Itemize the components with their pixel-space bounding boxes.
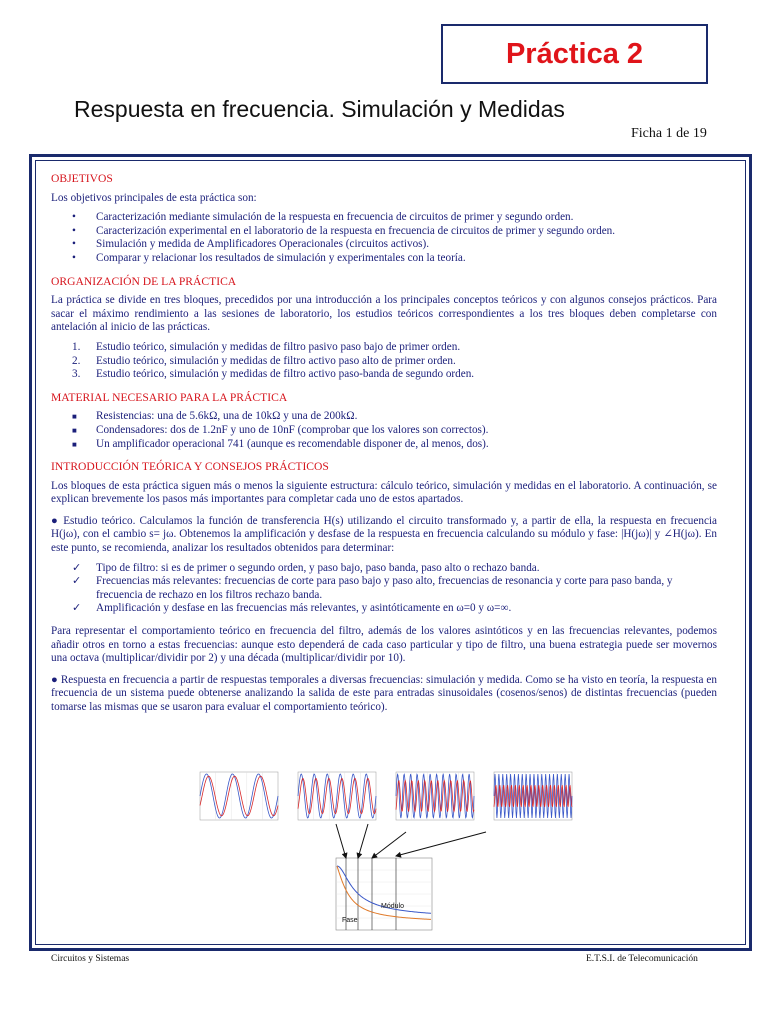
bode-plot <box>336 858 432 930</box>
intro-paragraph-4: ● Respuesta en frecuencia a partir de respuestas temporales a diversas frecuencias: simulación y medida. Como se ha visto en teoría, la respuesta en frecuencia de un sistema puede obtenerse analizando la salida de este para entradas sinusoidales (cosenos/senos) de distintas frecuencias (pueden tomarse las mismas que se usaron para evaluar el comportamiento teórico). <box>51 673 717 713</box>
frequency-response-figure <box>186 762 580 942</box>
connector-arrows <box>336 824 486 858</box>
list-item: • Comparar y relacionar los resultados de simulación y experimentales con la teoría. <box>72 251 466 264</box>
organizacion-list <box>51 341 717 382</box>
time-plot-3 <box>396 772 474 820</box>
document-body <box>51 172 717 723</box>
list-item: • Caracterización mediante simulación de la respuesta en frecuencia de circuitos de primer y segundo orden. <box>72 211 574 224</box>
time-plot-4 <box>494 772 572 820</box>
intro-paragraph-1: Los bloques de esta práctica siguen más o menos la siguiente estructura: cálculo teórico, simulación y medidas en el laboratorio. A continuación, se explican brevemente los pasos más importantes para completar cada uno de estos apartados. <box>51 479 717 506</box>
list-item: ■ Condensadores: dos de 1.2nF y uno de 10nF (comprobar que los valores son correctos). <box>72 423 489 436</box>
list-item: 1. Estudio teórico, simulación y medidas de filtro pasivo paso bajo de primer orden. <box>72 340 461 353</box>
sheet-counter: Ficha 1 de 19 <box>631 126 707 141</box>
section-heading-introduccion: INTRODUCCIÓN TEÓRICA Y CONSEJOS PRÁCTICOS <box>51 460 329 474</box>
check-icon: ✓ <box>72 575 82 588</box>
check-item: ✓ Amplificación y desfase en las frecuencias más relevantes, y asintóticamente en ω=0 y ω=∞. <box>72 602 512 615</box>
check-icon: ✓ <box>72 561 82 574</box>
list-item: • Caracterización experimental en el laboratorio de la respuesta en frecuencia de circuitos de primer y segundo orden. <box>72 224 616 237</box>
practice-number: Práctica 2 <box>505 37 644 70</box>
magnitude-label: Módulo <box>381 903 404 910</box>
intro-paragraph-3: Para representar el comportamiento teórico en frecuencia del filtro, además de los valores asintóticos y en las frecuencias relevantes, podemos añadir otros en torno a estas frecuencias: aunque esto dependerá de cada caso particular y tipo de filtro, una buena estrategia puede ser movernos una octava (multiplicar/dividir por 2) y una década (multiplicar/dividir por 10). <box>51 625 717 665</box>
checklist <box>51 562 717 616</box>
organizacion-text: La práctica se divide en tres bloques, precedidos por una introducción a los principales conceptos teóricos y con algunos consejos prácticos. Para sacar el máximo rendimiento a las sesiones de laboratorio, los estudios teóricos correspondientes a los tres bloques deben completarse con antelación al inicio de las prácticas. <box>51 294 717 334</box>
phase-label: Fase <box>342 917 358 924</box>
footer-course: Circuitos y Sistemas <box>51 954 130 964</box>
page-title: Respuesta en frecuencia. Simulación y Medidas <box>74 96 565 122</box>
list-item: 3. Estudio teórico, simulación y medidas de filtro activo paso-banda de segundo orden. <box>72 368 475 381</box>
list-item: ■ Resistencias: una de 5.6kΩ, una de 10kΩ y una de 200kΩ. <box>72 410 358 423</box>
list-item: • Simulación y medida de Amplificadores Operacionales (circuitos activos). <box>72 238 430 251</box>
section-heading-organizacion: ORGANIZACIÓN DE LA PRÁCTICA <box>51 274 237 288</box>
objetivos-list <box>51 211 717 265</box>
intro-paragraph-2: ● Estudio teórico. Calculamos la función de transferencia H(s) utilizando el circuito transformado y, a partir de ella, la respuesta en frecuencia H(jω), con el cambio s= jω. Obtenemos la amplificación y desfase de la respuesta en frecuencia calculando su módulo y fase: |H(jω)| y ∠H(jω). En este punto, se recomienda, analizar los resultados obtenidos para determinar: <box>51 514 717 555</box>
time-plot-1 <box>200 772 278 820</box>
practice-title-badge <box>441 24 708 84</box>
list-item: ■ Un amplificador operacional 741 (aunque es recomendable disponer de, al menos, dos). <box>72 437 489 450</box>
check-icon: ✓ <box>72 602 82 615</box>
objetivos-intro: Los objetivos principales de esta práctica son: <box>51 191 257 204</box>
check-item: ✓ Tipo de filtro: si es de primer o segundo orden, y paso bajo, paso banda, paso alto o rechazo banda. <box>72 561 540 574</box>
footer-school: E.T.S.I. de Telecomunicación <box>586 954 698 964</box>
list-item: 2. Estudio teórico, simulación y medidas de filtro activo paso alto de primer orden. <box>72 354 456 367</box>
section-heading-objetivos: OBJETIVOS <box>51 172 113 185</box>
check-item: ✓ Frecuencias más relevantes: frecuencias de corte para paso bajo y paso alto, frecuencias de resonancia y corte para paso banda, y frecuencia de rechazo en los filtros rechazo banda. <box>72 575 673 601</box>
section-heading-material: MATERIAL NECESARIO PARA LA PRÁCTICA <box>51 390 288 404</box>
material-list <box>51 410 717 451</box>
time-plot-2 <box>298 772 376 820</box>
